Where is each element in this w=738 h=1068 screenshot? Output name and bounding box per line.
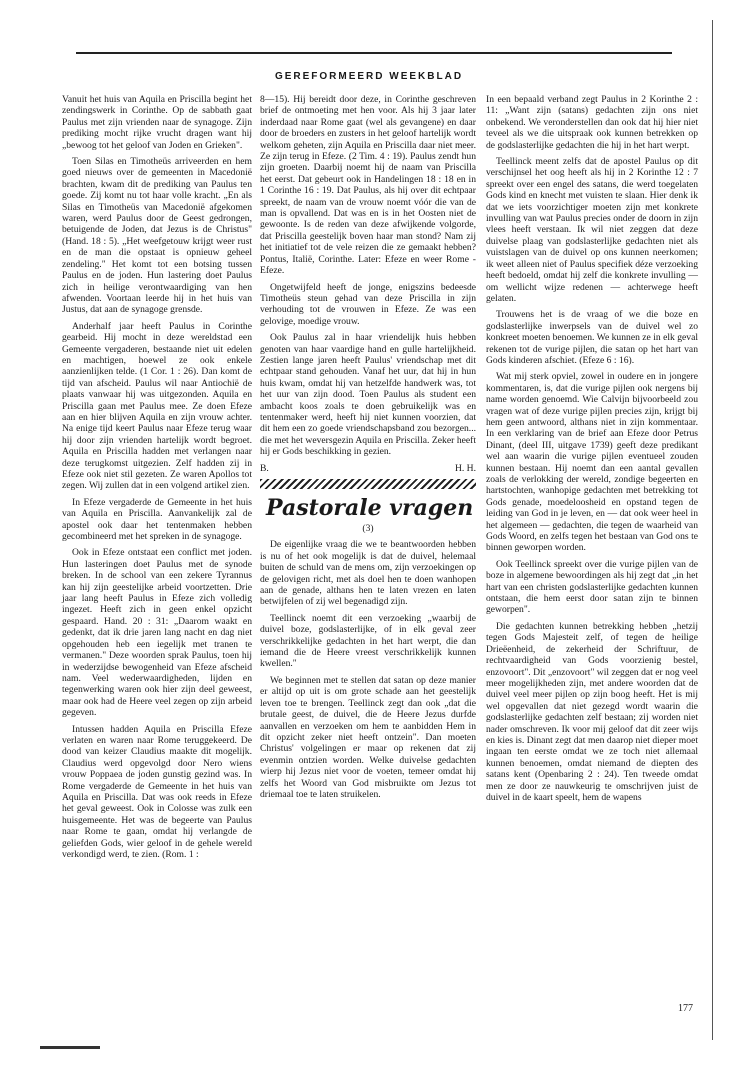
footer-mark (40, 1046, 100, 1049)
paragraph: Teellinck noemt dit een verzoeking „waarbij de duivel boze, godslasterlijke, of in elk geval zeer verschrikkelijke gedachten in het hart werpt, die dan iemand die de Heere vreest verschrikkelijk kunnen kwellen." (260, 612, 476, 670)
paragraph: In een bepaald verband zegt Paulus in 2 Korinthe 2 : 11: „Want zijn (satans) gedachten zijn ons niet onbekend. We veronderstellen dan ook dat hij hier niet teveel als we die uitspraak ook kunnen betrekken op de godslasterlijke gedachten die hij in het hart werpt. (486, 94, 698, 151)
header-rule (76, 52, 672, 54)
section-number: (3) (362, 523, 374, 534)
paragraph: Toen Silas en Timotheüs arriveerden en hem goed nieuws over de gemeenten in Macedonië brachten, kwam dit de prediking van Paulus ten goede. Zij komt nu tot haar volle kracht. „En als Silas en Timotheüs van Macedonië afgekomen waren, werd Paulus door de Geest gedrongen, betuigende de Joden, dat Jezus is de Christus" (Hand. 18 : 5). „Het weefgetouw krijgt weer rust en de man die opstaat is opnieuw geheel zendeling." Het komt tot een botsing tussen Paulus en de joden. Hun lastering doet Paulus zich in heilige verontwaardiging van hen afwenden. Voortaan leerde hij in het huis van Justus, dat aan de synagoge grensde. (62, 156, 252, 316)
running-header: GEREFORMEERD WEEKBLAD (274, 71, 464, 82)
column-1 (62, 94, 252, 865)
paragraph: Anderhalf jaar heeft Paulus in Corinthe gearbeid. Hij mocht in deze wereldstad een Gemeente vergaderen, bestaande niet uit edelen en machtigen, hoewel ze ook enkele aanzienlijken telde. (1 Cor. 1 : 26). Dan komt de tijd van afscheid. Paulus wil naar Antiochië de plaats vanwaar hij was uitgezonden. Aquila en Priscilla gaan met Paulus mee. Ze doen Efeze aan en hier blijven Aquila en zijn vrouw achter. Na enige tijd keert Paulus naar Efeze terug waar hij door zijn vrienden hartelijk wordt begroet. Aquila en Priscilla hadden met verlangen naar deze terugkomst uitgezien. Zelf hadden zij in Efeze ook niet stil gezeten. Ze waren Apollos tot zegen. Wij zullen dat in een volgend artikel zien. (62, 320, 252, 492)
ornamental-divider (260, 479, 476, 489)
paragraph: Intussen hadden Aquila en Priscilla Efeze verlaten en waren naar Rome teruggekeerd. De dood van keizer Claudius maakte dit mogelijk. Claudius werd opgevolgd door Nero wiens vrouw Poppaea de joden gunstig gezind was. In Rome vergaderde de Gemeente in het huis van Aquila en Priscilla. Dat was ook reeds in Efeze het geval geweest. Ook in Colosse was zulk een huisgemeente. Het was de begeerte van Paulus naar Rome te gaan, omdat hij verlangde de geliefden Gods, wier geloof in de gehele wereld verkondigd werd, te zien. (Rom. 1 : (62, 723, 252, 860)
column-3 (486, 94, 698, 808)
paragraph: 8—15). Hij bereidt door deze, in Corinthe geschreven brief de ontmoeting met hen voor. Als hij 3 jaar later inderdaad naar Rome gaat (wel als gevangene) en daar door de broeders en zusters in het geloof hartelijk wordt welkom geheten, zijn Aquila en Priscilla daar niet meer. Ze zijn terug in Efeze. (2 Tim. 4 : 19). Paulus zendt hun zijn groeten. Daarbij noemt hij de naam van Priscilla het eerst. Dat gebeurt ook in Handelingen 18 : 18 en in 1 Corinthe 16 : 19. Dat Paulus, als hij over dit echtpaar spreekt, de naam van de vrouw noemt vóór die van de man is opvallend. Dat was en is in het Oosten niet de gewoonte. Is de reden van deze afwijkende volgorde, dat Priscilla geestelijk boven haar man stond? Nam zij het initiatief tot de vele reizen die ze gemaakt hebben? Pontus, Italië, Corinthe. Later: Efeze en weer Rome - Efeze. (260, 94, 476, 277)
paragraph: Ongetwijfeld heeft de jonge, enigszins bedeesde Timotheüs steun gehad van deze Priscilla in zijn verhouding tot de vrouwen in Efeze. Ze was een gelovige, moedige vrouw. (260, 281, 476, 327)
paragraph: Die gedachten kunnen betrekking hebben „hetzij tegen Gods Majesteit zelf, of tegen de heilige Drieëenheid, de zekerheid der Schriftuur, de rechtvaardigheid van Gods voorzienig bestel, enzovoort". Dit „enzovoort" wil zeggen dat er nog veel meer mogelijkheden zijn, met andere woorden dat de duivel veel meer pijlen op zijn boog heeft. Het is mij wel opgevallen dat niet gezegd wordt waarin die godslasterlijke gedachten zelf bestaan; zij worden niet nader omschreven. Ik voor mij geloof dat dit zeer wijs en kies is. Dinant zegt dat men daarop niet dieper moet ingaan ten eerste omdat we ze toch niet allemaal kunnen benoemen, omdat niemand de diepten des satans kent (Openbaring 2 : 24). Ten tweede omdat men ze door ze nauwkeurig te omschrijven juist de duivel in de kaart speelt, hem de wapens (486, 620, 698, 803)
column-2 (260, 94, 476, 805)
paragraph: De eigenlijke vraag die we te beantwoorden hebben is nu of het ook mogelijk is dat de duivel, helemaal buiten de schuld van de mens om, zijn verzoekingen op de gelovigen richt, met als doel hen te doen wanhopen aan de genade, althans hen te laten vrezen en laten betwijfelen of zij wel begenadigd zijn. (260, 539, 476, 608)
paragraph: Wat mij sterk opviel, zowel in oudere en in jongere kommentaren, is, dat die vurige pijlen ook nergens bij name worden genoemd. Wie Calvijn bijvoorbeeld zou vragen wat of deze vurige pijlen precies zijn, krijgt bij hem geen antwoord, althans niet in zijn kommentaar. In een verklaring van de brief aan Efeze door Petrus Dinant, (deel III, uitgave 1739) geeft deze predikant wel aan waarin die vurige pijlen eventueel zouden kunnen bestaan. Hij noemt dan een aantal gevallen zoals de verlokking der wereld, zondige begeerten en hartstochten, wanhopige gedachten met betrekking tot Gods genade, moedeloosheid en opstand tegen de leiding van God in je leven, en — dat ook weer heel in het algemeen — gedachten, die tegen de waarheid van Gods Woord, en zelfs tegen het bestaan van God ons te binnen geworpen worden. (486, 371, 698, 554)
paragraph: Ook in Efeze ontstaat een conflict met joden. Hun lasteringen doet Paulus met de synode breken. In de school van een zekere Tyrannus kan hij zijn geestelijke arbeid voortzetten. Drie jaar lang heeft Paulus in Efeze zich volledig ingezet. Heeft zich in geen enkel opzicht gespaard. Hand. 20 : 31: „Daarom waakt en gedenkt, dat ik drie jaren lang nacht en dag niet opgehouden heb een iegelijk met tranen te vermanen." Deze woorden sprak Paulus, toen hij in wederzijdse bewogenheid van Efeze afscheid nam. Veel wederwaardigheden, lijden en tegenwerking waren ook hier zijn deel geweest, maar ook had de Heere veel zegen op zijn arbeid gegeven. (62, 547, 252, 719)
paragraph: Teellinck meent zelfs dat de apostel Paulus op dit verschijnsel het oog heeft als hij in 2 Korinthe 12 : 7 spreekt over een engel des satans, die werd toegelaten Gods kind en knecht met vuisten te slaan. Hier denk ik dat we iets voorzichtiger moeten zijn met konkrete invulling van wat Paulus precies onder de doorn in zijn vlees heeft verstaan. Ik wil niet zeggen dat deze duivelse plaag van godslasterlijke gedachten niet als vuistslagen van de duivel op ons kunnen neerkomen; ik weet alleen niet of Paulus specifiek déze verzoeking heeft bedoeld, omdat hij zelf die konkrete invulling — om wellicht wijze redenen — achterwege heeft gelaten. (486, 156, 698, 304)
paragraph: Ook Teellinck spreekt over die vurige pijlen van de boze in algemene bewoordingen als hij zegt dat „in het hart van een christen godslasterlijke gedachten kunnen ontstaan, die hem eerst door satan zijn te binnen geworpen". (486, 558, 698, 616)
paragraph: We beginnen met te stellen dat satan op deze manier er altijd op uit is om grote schade aan het geestelijk leven toe te brengen. Teellinck zegt dan ook „dat die brutale geest, de duivel, die de Heere Jezus durfde aanvallen en verzoeken om hem te aanbidden Hem in dit opzicht zeker niet heeft ontzein". Dan moeten Christus' volgelingen er maar op rekenen dat zij evenmin ontzien worden. Welke duivelse gedachten wierp hij Jezus niet voor de voeten, temeer omdat hij zelfs het Woord van God misbruikte om Jezus tot driemaal toe te laten struikelen. (260, 674, 476, 800)
signature-left: B. (260, 462, 269, 474)
section-title: Pastorale vragen (266, 495, 474, 521)
article-signature (260, 463, 476, 474)
page-edge-line (712, 20, 713, 1040)
signature-right: H. H. (454, 462, 476, 474)
paragraph: Ook Paulus zal in haar vriendelijk huis hebben genoten van haar vaardige hand en gulle hartelijkheid. Zestien lange jaren heeft Paulus' vriendschap met dit echtpaar stand gehouden. Vanaf het uur, dat hij in hun huis kwam, omdat hij van hetzelfde handwerk was, tot het uur van zijn dood. Toen Paulus als student een ambacht koos zoals te doen gebruikelijk was en tentenmaker werd, heeft hij niet kunnen voorzien, dat dit hem een zo goede vriendschapsband zou bezorgen... die met het weversgezin Aquila en Priscilla. Zeker heeft hij er Gods beschikking in gezien. (260, 332, 476, 458)
paragraph: In Efeze vergaderde de Gemeente in het huis van Aquila en Priscilla. Aanvankelijk zal de apostel ook daar het tentenmaken hebben gecombineerd met het spreken in de synagoge. (62, 496, 252, 543)
paragraph: Trouwens het is de vraag of we die boze en godslasterlijke inwerpsels van de duivel wel zo konkreet moeten benoemen. We kunnen ze in elk geval rekenen tot de vurige pijlen, die satan op het hart van Gods kinderen afschiet. (Efeze 6 : 16). (486, 309, 698, 366)
paragraph: Vanuit het huis van Aquila en Priscilla begint het zendingswerk in Corinthe. Op de sabbath gaat Paulus met zijn vrienden naar de synagoge. Zijn prediking mocht rijke vrucht dragen want hij „bewoog tot het geloof van Joden en Grieken". (62, 94, 252, 151)
page-number: 177 (678, 1003, 693, 1014)
